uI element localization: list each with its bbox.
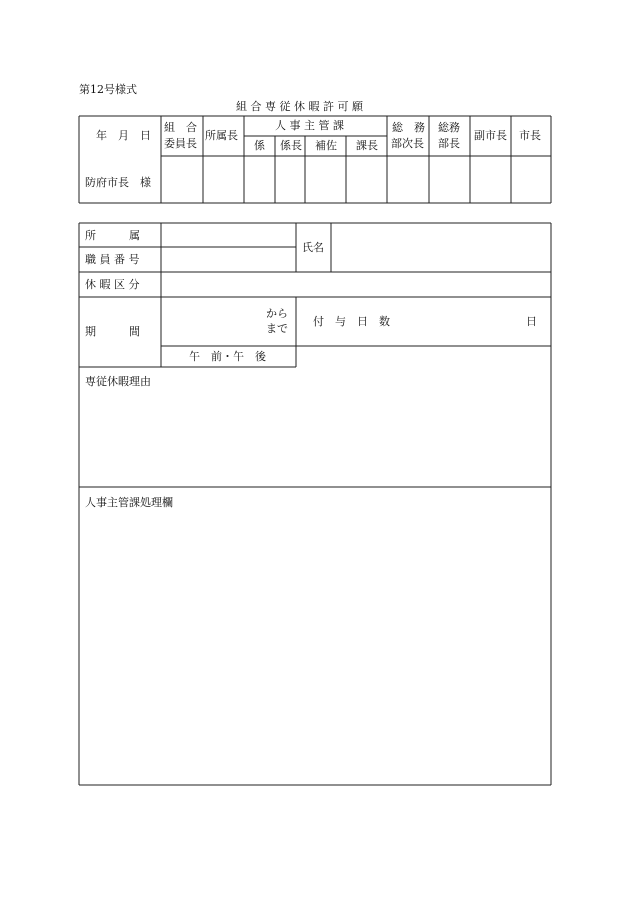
hr-kacho-label: 課長 — [356, 139, 378, 152]
vice-mayor-label: 副市長 — [474, 129, 507, 142]
dept-head-label: 所属長 — [205, 129, 238, 142]
am-pm-label: 午 前・午 後 — [189, 350, 266, 363]
union-chair-label-1: 組 合 — [164, 121, 197, 134]
union-chair-stamp[interactable] — [162, 157, 202, 202]
hr-kakaricho-label: 係長 — [280, 139, 302, 152]
affiliation-field[interactable] — [162, 224, 295, 246]
form-number: 第12号様式 — [79, 83, 137, 96]
granted-days-field[interactable] — [400, 298, 520, 345]
union-chair-label-2: 委員長 — [164, 137, 197, 150]
hr-processing-label: 人事主管課処理欄 — [85, 496, 173, 509]
hr-kakari-label: 係 — [254, 139, 265, 152]
staff-number-label: 職 員 番 号 — [85, 253, 140, 266]
hr-processing-field[interactable] — [80, 513, 550, 784]
reason-field[interactable] — [80, 392, 550, 486]
affiliation-label: 所 属 — [85, 229, 140, 242]
period-field[interactable] — [162, 298, 262, 345]
hr-hosa-label: 補佐 — [315, 139, 337, 152]
form-title: 組 合 専 従 休 暇 許 可 願 — [236, 100, 363, 113]
soumu-bucho-label-1: 総務 — [438, 121, 460, 134]
soumu-jicho-stamp[interactable] — [388, 157, 428, 202]
staff-number-field[interactable] — [162, 248, 295, 271]
soumu-jicho-label-2: 部次長 — [391, 137, 424, 150]
date-label: 年 月 日 — [96, 129, 151, 142]
leave-type-label: 休 暇 区 分 — [85, 278, 140, 291]
name-label: 氏名 — [302, 241, 324, 254]
mayor-stamp[interactable] — [512, 157, 550, 202]
hr-hosa-stamp[interactable] — [306, 157, 345, 202]
days-unit: 日 — [526, 315, 537, 328]
soumu-bucho-label-2: 部長 — [438, 137, 460, 150]
granted-days-label: 付 与 日 数 — [313, 315, 390, 328]
dept-head-stamp[interactable] — [204, 157, 243, 202]
reason-label: 専従休暇理由 — [85, 375, 151, 388]
addressee-label: 防府市長 様 — [85, 176, 151, 189]
soumu-bucho-stamp[interactable] — [430, 157, 469, 202]
leave-type-field[interactable] — [162, 273, 550, 296]
hr-kacho-stamp[interactable] — [347, 157, 386, 202]
soumu-jicho-label-1: 総 務 — [392, 121, 425, 134]
until-label: まで — [266, 322, 288, 335]
hr-kakari-stamp[interactable] — [245, 157, 274, 202]
period-label: 期 間 — [85, 325, 140, 338]
mayor-label: 市長 — [519, 129, 541, 142]
hr-kakaricho-stamp[interactable] — [276, 157, 304, 202]
vice-mayor-stamp[interactable] — [471, 157, 510, 202]
from-label: から — [266, 307, 288, 320]
hr-section-label: 人 事 主 管 課 — [275, 119, 344, 132]
name-field[interactable] — [332, 224, 550, 271]
